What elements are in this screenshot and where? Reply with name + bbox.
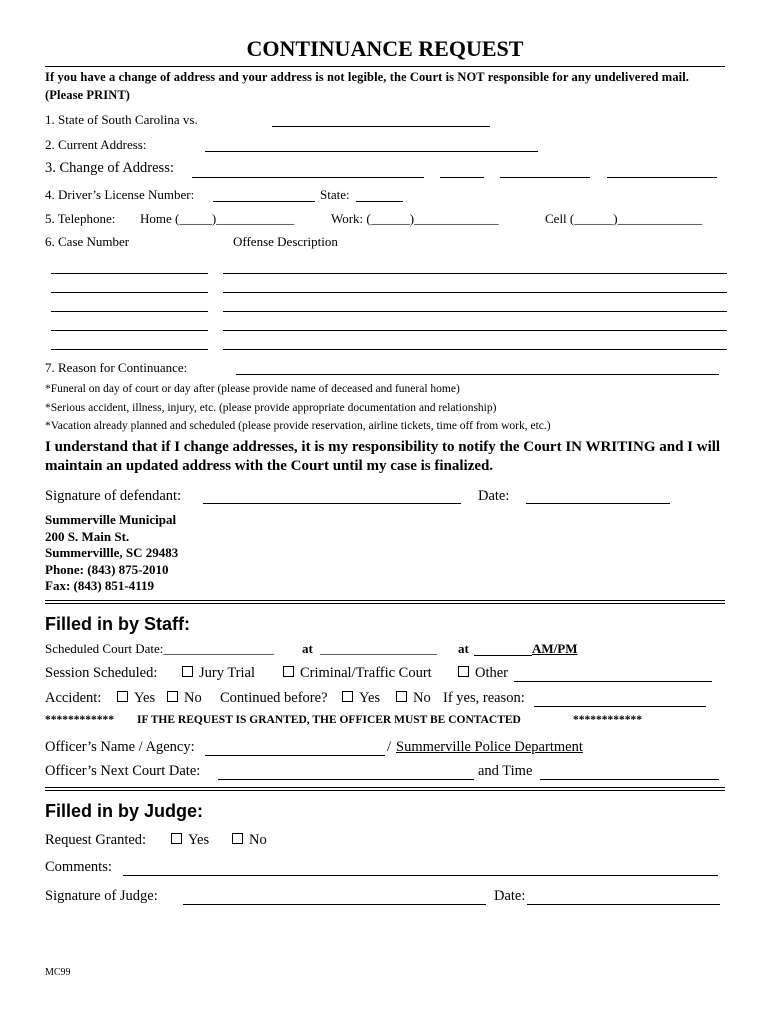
current-address-field[interactable] [205, 151, 538, 152]
granted-notice: IF THE REQUEST IS GRANTED, THE OFFICER MUST BE CONTACTED [137, 714, 521, 726]
case-number-line[interactable] [51, 273, 208, 274]
court-city: Summervillle, SC 29483 [45, 545, 179, 560]
and-time-label: and Time [478, 763, 533, 779]
accident-no-label: No [184, 690, 202, 706]
case-number-line[interactable] [51, 349, 208, 350]
continued-yes-option[interactable] [342, 690, 380, 707]
cell-phone-field[interactable]: Cell (______)_____________ [545, 211, 703, 226]
granted-no-checkbox[interactable] [232, 833, 243, 844]
jury-trial-checkbox[interactable] [182, 666, 193, 677]
ampm-label: AM/PM [532, 641, 578, 656]
other-field[interactable] [514, 681, 712, 682]
other-checkbox[interactable] [458, 666, 469, 677]
change-apt-field[interactable] [440, 177, 484, 178]
continued-no-label: No [413, 690, 431, 706]
address-notice: If you have a change of address and your address is not legible, the Court is NOT responsible for any undelivered mail. (Please PRINT) [45, 70, 690, 102]
comments-field[interactable] [123, 875, 718, 876]
court-street: 200 S. Main St. [45, 529, 130, 544]
granted-no-option[interactable] [232, 832, 267, 849]
judge-signature-field[interactable] [183, 904, 486, 905]
granted-yes-label: Yes [188, 832, 210, 848]
continued-no-option[interactable] [396, 690, 431, 707]
jury-trial-option[interactable] [182, 665, 255, 682]
offense-line[interactable] [223, 292, 727, 293]
current-address-label: 2. Current Address: [45, 137, 147, 152]
offense-line[interactable] [223, 330, 727, 331]
officer-next-date-field[interactable] [218, 779, 474, 780]
offense-line[interactable] [223, 311, 727, 312]
criminal-traffic-checkbox[interactable] [283, 666, 294, 677]
license-state-field[interactable] [356, 201, 403, 202]
criminal-traffic-label: Criminal/Traffic Court [300, 665, 432, 681]
granted-no-label: No [249, 832, 267, 848]
officer-name-field[interactable] [205, 755, 385, 756]
judge-signature-label: Signature of Judge: [45, 888, 158, 904]
form-code: MC99 [45, 967, 71, 978]
change-street-field[interactable] [192, 177, 424, 178]
accident-no-checkbox[interactable] [167, 691, 178, 702]
court-location-field[interactable]: __________________ [320, 641, 437, 656]
section-divider [45, 787, 725, 791]
case-number-line[interactable] [51, 292, 208, 293]
reason-note-vacation: *Vacation already planned and scheduled (please provide reservation, airline tickets, time off from work, etc.) [45, 420, 551, 432]
reason-field[interactable] [236, 374, 719, 375]
accident-no-option[interactable] [167, 690, 202, 707]
section-divider [45, 600, 725, 604]
work-phone-field[interactable]: Work: (______)_____________ [331, 211, 499, 226]
home-phone-field[interactable]: Home (_____)____________ [140, 211, 295, 226]
defendant-date-field[interactable] [526, 503, 670, 504]
defendant-name-field[interactable] [272, 126, 490, 127]
defendant-signature-field[interactable] [203, 503, 461, 504]
stars-left: ************ [45, 714, 114, 726]
judge-date-field[interactable] [527, 904, 720, 905]
change-zip-field[interactable] [607, 177, 717, 178]
court-phone: Phone: (843) 875-2010 [45, 562, 169, 577]
case-number-line[interactable] [51, 311, 208, 312]
continued-yes-checkbox[interactable] [342, 691, 353, 702]
if-yes-label: If yes, reason: [443, 690, 525, 706]
offense-line[interactable] [223, 349, 727, 350]
reason-note-accident: *Serious accident, illness, injury, etc. (please provide appropriate documentation and relationship) [45, 402, 497, 414]
granted-yes-checkbox[interactable] [171, 833, 182, 844]
slash: / [387, 739, 392, 755]
court-fax: Fax: (843) 851-4119 [45, 578, 155, 593]
offense-line[interactable] [223, 273, 727, 274]
change-city-field[interactable] [500, 177, 590, 178]
offense-label: Offense Description [233, 234, 338, 249]
court-time-field[interactable] [474, 655, 532, 656]
at-label: at [302, 641, 313, 656]
other-option[interactable] [458, 665, 508, 682]
criminal-traffic-option[interactable] [283, 665, 432, 682]
agency-name: Summerville Police Department [396, 739, 583, 755]
other-label: Other [475, 665, 509, 681]
state-label: 1. State of South Carolina vs. [45, 112, 198, 127]
accident-label: Accident: [45, 690, 102, 706]
continued-label: Continued before? [220, 690, 328, 706]
license-field[interactable] [213, 201, 315, 202]
case-number-label: 6. Case Number [45, 234, 130, 249]
defendant-date-label: Date: [478, 488, 510, 504]
if-yes-reason-field[interactable] [534, 706, 706, 707]
granted-yes-option[interactable] [171, 832, 209, 849]
continued-yes-label: Yes [359, 690, 381, 706]
continued-no-checkbox[interactable] [396, 691, 407, 702]
officer-time-field[interactable] [540, 779, 719, 780]
accident-yes-option[interactable] [117, 690, 155, 707]
license-state-label: State: [320, 187, 350, 202]
reason-note-funeral: *Funeral on day of court or day after (please provide name of deceased and funeral home) [45, 383, 460, 395]
title-rule [45, 66, 725, 67]
page-title: CONTINUANCE REQUEST [246, 36, 524, 61]
license-label: 4. Driver’s License Number: [45, 187, 195, 202]
judge-heading: Filled in by Judge: [45, 801, 204, 821]
reason-label: 7. Reason for Continuance: [45, 360, 188, 375]
officer-next-date-label: Officer’s Next Court Date: [45, 763, 201, 779]
accident-yes-label: Yes [134, 690, 156, 706]
at-label: at [458, 641, 469, 656]
comments-label: Comments: [45, 859, 112, 875]
scheduled-date-field[interactable]: Scheduled Court Date:_________________ [45, 641, 274, 656]
change-address-label: 3. Change of Address: [45, 160, 174, 176]
acknowledgement: I understand that if I change addresses, it is my responsibility to notify the Court IN WRITING and I will maintain an updated address with the Court until my case is finalized. [45, 439, 721, 474]
court-name: Summerville Municipal [45, 512, 177, 527]
telephone-label: 5. Telephone: [45, 211, 116, 226]
defendant-signature-label: Signature of defendant: [45, 488, 182, 504]
stars-right: ************ [573, 714, 642, 726]
staff-heading: Filled in by Staff: [45, 614, 191, 634]
officer-name-label: Officer’s Name / Agency: [45, 739, 195, 755]
request-granted-label: Request Granted: [45, 832, 147, 848]
accident-yes-checkbox[interactable] [117, 691, 128, 702]
case-number-line[interactable] [51, 330, 208, 331]
jury-trial-label: Jury Trial [199, 665, 256, 681]
session-label: Session Scheduled: [45, 665, 158, 681]
judge-date-label: Date: [494, 888, 526, 904]
